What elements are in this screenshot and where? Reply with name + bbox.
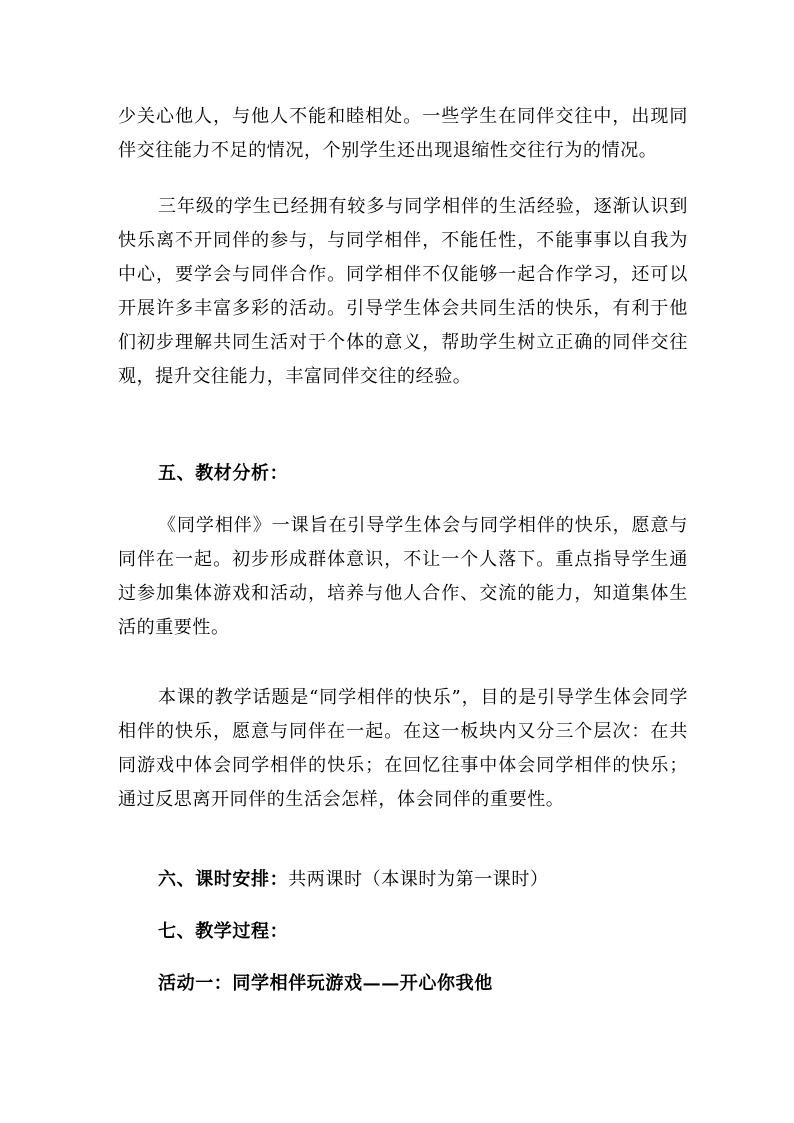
paragraph-teaching-topic: 本课的教学话题是“同学相伴的快乐”，目的是引导学生体会同学相伴的快乐，愿意与同伴在一起。在这一板块内又分三个层次：在共同游戏中体会同学相伴的快乐；在回忆往事中体会同学相伴的快乐；通过反思离开同伴的生活会怎样，体会同伴的重要性。 [118,687,688,810]
activity-one-heading: 活动一：同学相伴玩游戏——开心你我他 [158,973,493,994]
section-heading-textbook-analysis: 五、教材分析： [158,463,289,484]
section-heading-teaching-process: 七、教学过程： [158,921,289,942]
section-heading-class-schedule [158,863,678,897]
schedule-text: 共两课时（本课时为第一课时） [288,869,549,890]
schedule-label: 六、课时安排： [158,869,289,890]
paragraph-grade-three-students: 三年级的学生已经拥有较多与同学相伴的生活经验，逐渐认识到快乐离不开同伴的参与，与同学相伴，不能任性，不能事事以自我为中心，要学会与同伴合作。同学相伴不仅能够一起合作学习，还可以开展许多丰富多彩的活动。引导学生体会共同生活的快乐，有利于他们初步理解共同生活对于个体的意义，帮助学生树立正确的同伴交往观，提升交往能力，丰富同伴交往的经验。 [118,196,688,387]
paragraph-lesson-goal: 《同学相伴》一课旨在引导学生体会与同学相伴的快乐，愿意与同伴在一起。初步形成群体意识，不让一个人落下。重点指导学生通过参加集体游戏和活动，培养与他人合作、交流的能力，知道集体生活的重要性。 [118,515,688,638]
paragraph-peer-issues: 少关心他人，与他人不能和睦相处。一些学生在同伴交往中，出现同伴交往能力不足的情况，个别学生还出现退缩性交往行为的情况。 [118,106,688,161]
